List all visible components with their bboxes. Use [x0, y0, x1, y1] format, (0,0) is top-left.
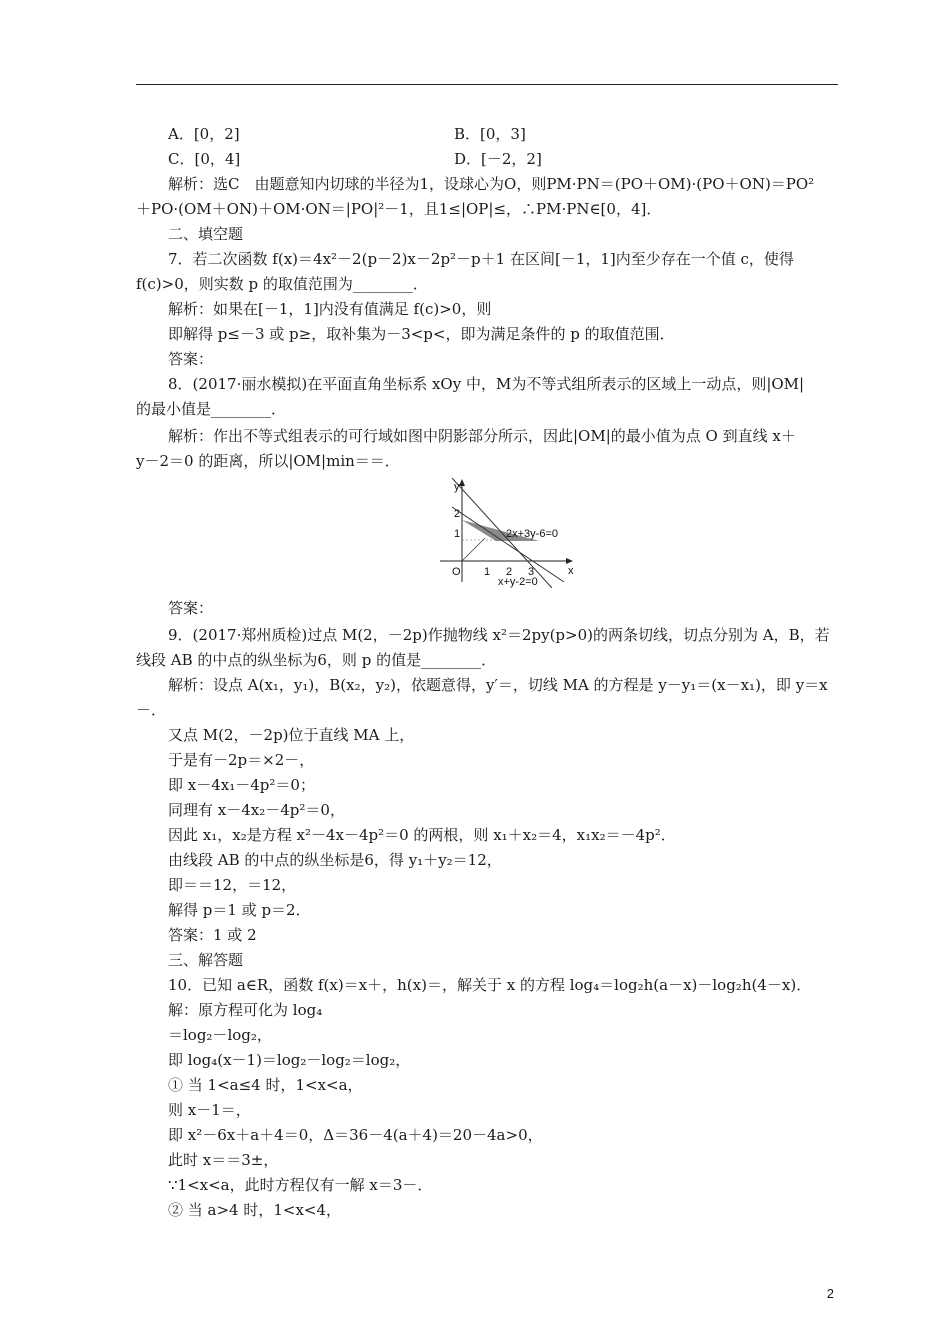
feasible-region-figure [432, 478, 582, 588]
x-tick-3: 3 [528, 566, 535, 578]
question-9: 9．(2017·郑州质检)过点 M(2，－2p)作抛物线 x²＝2py(p>0)的两条切线，切点分别为 A，B，若 [168, 626, 830, 644]
text-line: 线段 AB 的中点的纵坐标为6，则 p 的值是________． [136, 651, 497, 669]
text-line: 即解得 p≤－3 或 p≥，取补集为－3<p<，即为满足条件的 p 的取值范围． [168, 325, 675, 343]
text-line: f(c)>0，则实数 p 的取值范围为________． [136, 275, 428, 293]
section-heading: 三、解答题 [168, 951, 244, 969]
text-line: ＝log₂－log₂， [168, 1026, 272, 1044]
line-label-x-y: x+y-2=0 [498, 576, 538, 588]
text-line: 解析：作出不等式组表示的可行域如图中阴影部分所示，因此|OM|的最小值为点 O 到直线 x＋ [168, 427, 796, 445]
y-axis-label: y [454, 481, 460, 493]
x-tick-2: 2 [506, 566, 513, 578]
text-line: 即 x－4x₁－4p²＝0； [168, 776, 315, 794]
text-line: ② 当 a>4 时，1<x<4， [168, 1201, 342, 1219]
x-axis-arrow [566, 558, 573, 564]
text-line: 此时 x＝＝3±， [168, 1151, 279, 1169]
x-tick-1: 1 [484, 566, 491, 578]
question-10: 10．已知 a∈R，函数 f(x)＝x＋，h(x)＝，解关于 x 的方程 log₄＝log₂h(a－x)－log₂h(4－x)． [168, 976, 812, 994]
y-tick-1: 1 [454, 528, 461, 540]
option-b: B．[0，3] [454, 125, 526, 143]
text-line: 解析：如果在[－1，1]内没有值满足 f(c)>0，则 [168, 300, 492, 318]
question-8: 8．(2017·丽水模拟)在平面直角坐标系 xOy 中，M为不等式组所表示的区域上一动点，则|OM| [168, 375, 805, 393]
text-line: 即 log₄(x－1)＝log₂－log₂＝log₂， [168, 1051, 411, 1069]
option-a: A．[0，2] [168, 125, 240, 143]
section-heading: 二、填空题 [168, 225, 244, 243]
text-line: 于是有－2p＝×2－， [168, 751, 315, 769]
text-line: y－2＝0 的距离，所以|OM|min＝＝． [136, 452, 400, 470]
answer-label: 答案：1 或 2 [168, 926, 257, 944]
option-c: C．[0，4] [168, 150, 241, 168]
x-axis-label: x [568, 565, 574, 577]
text-line: 解析：选C 由题意知内切球的半径为1，设球心为O，则PM·PN＝(PO＋OM)·(PO＋ON)＝PO² [168, 175, 815, 193]
perpendicular-om [462, 538, 485, 561]
page-number: 2 [826, 1286, 834, 1301]
text-line: ∵1<x<a，此时方程仅有一解 x＝3－． [168, 1176, 433, 1194]
line-label-2x-3y: 2x+3y-6=0 [506, 528, 558, 540]
option-d: D．[－2，2] [454, 150, 542, 168]
text-line: 又点 M(2，－2p)位于直线 MA 上， [168, 726, 415, 744]
answer-label: 答案： [168, 599, 214, 617]
y-tick-2: 2 [454, 508, 461, 520]
text-line: 因此 x₁，x₂是方程 x²－4x－4p²＝0 的两根，则 x₁＋x₂＝4，x₁x₂＝－4p²． [168, 826, 676, 844]
text-line: 即 x²－6x＋a＋4＝0，Δ＝36－4(a＋4)＝20－4a>0， [168, 1126, 543, 1144]
text-line: 解：原方程可化为 log₄ [168, 1001, 323, 1019]
text-line: ① 当 1<a≤4 时，1<x<a， [168, 1076, 363, 1094]
origin-label: O [452, 566, 461, 578]
text-line: ＋PO·(OM＋ON)＋OM·ON＝|PO|²－1，且1≤|OP|≤，∴PM·PN∈[0，4]． [136, 200, 662, 218]
header-rule [136, 84, 838, 85]
text-line: 的最小值是________． [136, 400, 287, 418]
y-axis-arrow [459, 479, 465, 486]
answer-label: 答案： [168, 350, 214, 368]
text-line: 则 x－1＝， [168, 1101, 251, 1119]
text-line: 即＝＝12，＝12， [168, 876, 297, 894]
question-7: 7．若二次函数 f(x)＝4x²－2(p－2)x－2p²－p＋1 在区间[－1，1]内至少存在一个值 c，使得 [168, 250, 794, 268]
text-line: 由线段 AB 的中点的纵坐标是6，得 y₁＋y₂＝12， [168, 851, 502, 869]
text-line: 同理有 x－4x₂－4p²＝0， [168, 801, 345, 819]
text-line: 解析：设点 A(x₁，y₁)，B(x₂，y₂)，依题意得，y′＝，切线 MA 的方程是 y－y₁＝(x－x₁)，即 y＝x [168, 676, 828, 694]
text-line: 解得 p＝1 或 p＝2． [168, 901, 311, 919]
text-line: －． [136, 701, 167, 719]
